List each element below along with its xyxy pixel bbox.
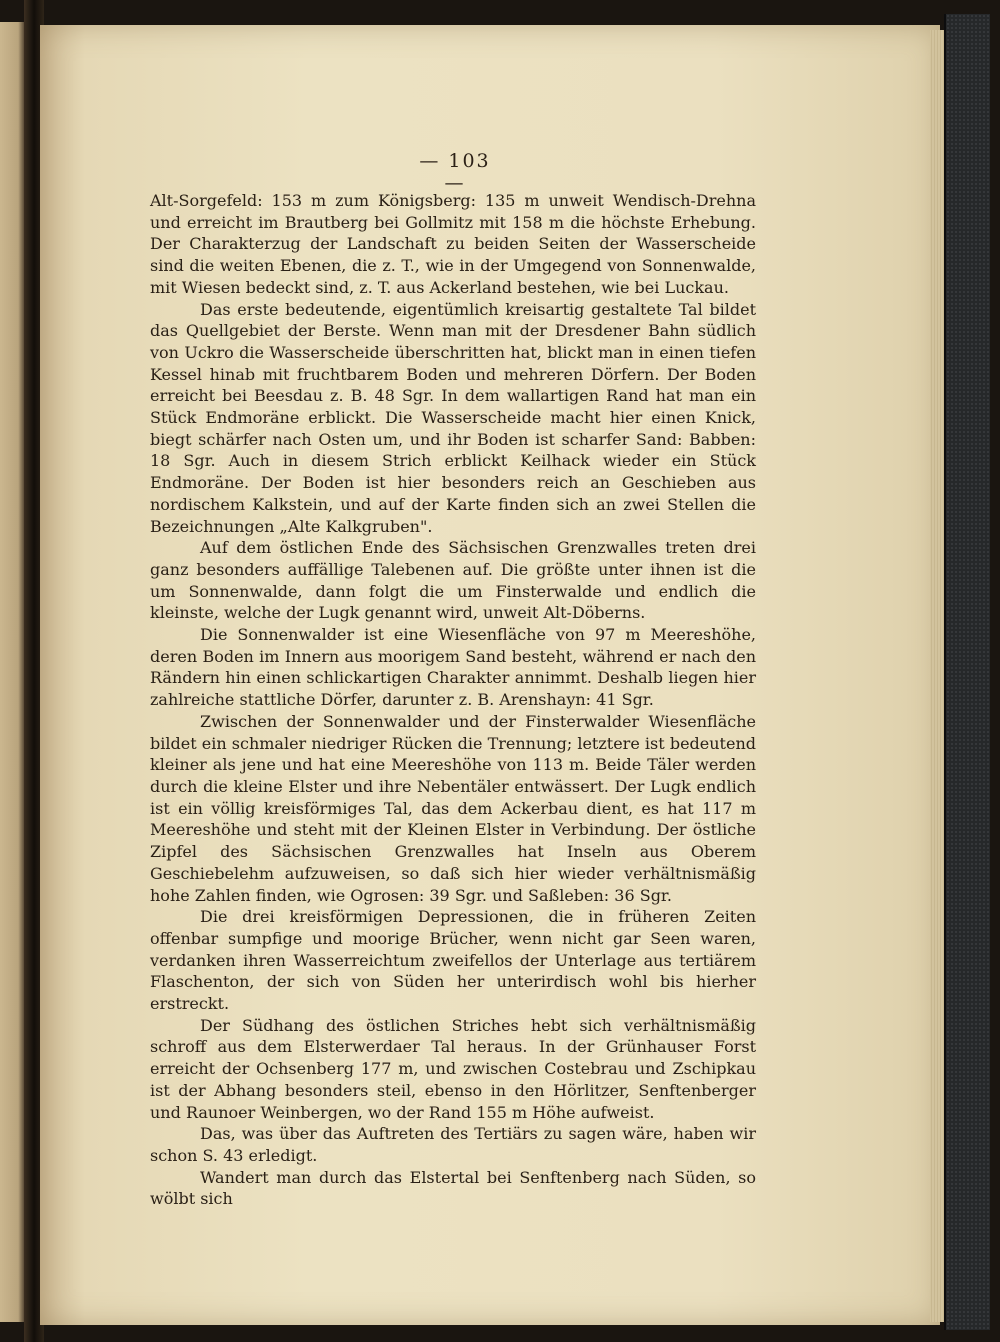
paragraph: Auf dem östlichen Ende des Sächsischen Grenzwalles treten drei ganz besonders auffällige Talebenen auf. Die größte unter ihnen ist die um Sonnenwalde, dann folgt die um Finsterwalde und endlich die kleinste, welche der Lugk genannt wird, unweit Alt-Döberns. bbox=[150, 538, 756, 623]
paragraph: Wandert man durch das Elstertal bei Senftenberg nach Süden, so wölbt sich bbox=[150, 1167, 756, 1209]
book-cover bbox=[944, 14, 990, 1330]
left-page-edge bbox=[0, 22, 26, 1322]
paragraph: Der Südhang des östlichen Striches hebt sich verhältnismäßig schroff aus dem Elsterwerdaer Tal heraus. In der Grünhauser Forst erreicht der Ochsenberg 177 m, und zwischen Costebrau und Zschipkau ist der Abhang besonders steil, ebenso in den Hörlitzer, Senftenberger und Raunoer Weinbergen, wo der Rand 155 m Höhe aufweist. bbox=[150, 1015, 756, 1122]
paragraph: Das, was über das Auftreten des Tertiärs zu sagen wäre, haben wir schon S. 43 erledigt. bbox=[150, 1124, 756, 1165]
body-text bbox=[150, 190, 756, 1210]
paragraph: Zwischen der Sonnenwalder und der Finsterwalder Wiesenfläche bildet ein schmaler niedriger Rücken die Trennung; letztere ist bedeutend kleiner als jene und hat eine Meereshöhe von 113 m. Beide Täler werden durch die kleine Elster und ihre Nebentäler entwässert. Der Lugk endlich ist ein völlig kreisförmiges Tal, das dem Ackerbau dient, es hat 117 m Meereshöhe und steht mit der Kleinen Elster in Verbindung. Der östliche Zipfel des Sächsischen Grenzwalles hat Inseln aus Oberem Geschiebelehm aufzuweisen, so daß sich hier wieder verhältnismäßig hohe Zahlen finden, wie Ogrosen: 39 Sgr. und Saßleben: 36 Sgr. bbox=[150, 711, 756, 905]
paragraph: Alt-Sorgefeld: 153 m zum Königsberg: 135 m unweit Wendisch-Drehna und erreicht im Brautberg bei Gollmitz mit 158 m die höchste Erhebung. Der Charakterzug der Landschaft zu beiden Seiten der Wasserscheide sind die weiten Ebenen, die z. T., wie in der Umgegend von Sonnenwalde, mit Wiesen bedeckt sind, z. T. aus Ackerland bestehen, wie bei Luckau. bbox=[150, 191, 756, 297]
paragraph: Die drei kreisförmigen Depressionen, die in früheren Zeiten offenbar sumpfige und moorige Brücher, wenn nicht gar Seen waren, verdanken ihren Wasserreichtum zweifellos der Unterlage aus tertiärem Flaschenton, der sich von Süden her unterirdisch wohl bis hierher erstreckt. bbox=[150, 907, 756, 1014]
paragraph: Das erste bedeutende, eigentümlich kreisartig gestaltete Tal bildet das Quellgebiet der Berste. Wenn man mit der Dresdener Bahn südlich von Uckro die Wasserscheide überschritten hat, blickt man in einen tiefen Kessel hinab mit fruchtbarem Boden und mehreren Dörfern. Der Boden erreicht bei Beesdau z. B. 48 Sgr. In dem wallartigen Rand hat man ein Stück Endmoräne erblickt. Die Wasserscheide macht hier einen Knick, biegt schärfer nach Osten um, und ihr Boden ist scharfer Sand: Babben: 18 Sgr. Auch in diesem Strich erblickt Keilhack wieder ein Stück Endmoräne. Der Boden ist hier besonders reich an Geschieben aus nordischem Kalkstein, und auf der Karte finden sich an zwei Stellen die Bezeichnungen „Alte Kalkgruben". bbox=[150, 299, 756, 536]
page-number: — 103 — bbox=[419, 150, 491, 194]
paragraph: Die Sonnenwalder ist eine Wiesenfläche von 97 m Meereshöhe, deren Boden im Innern aus moorigem Sand besteht, während er nach den Rändern hin einen schlickartigen Charakter annimmt. Deshalb liegen hier zahlreiche stattliche Dörfer, darunter z. B. Arenshayn: 41 Sgr. bbox=[150, 625, 756, 710]
